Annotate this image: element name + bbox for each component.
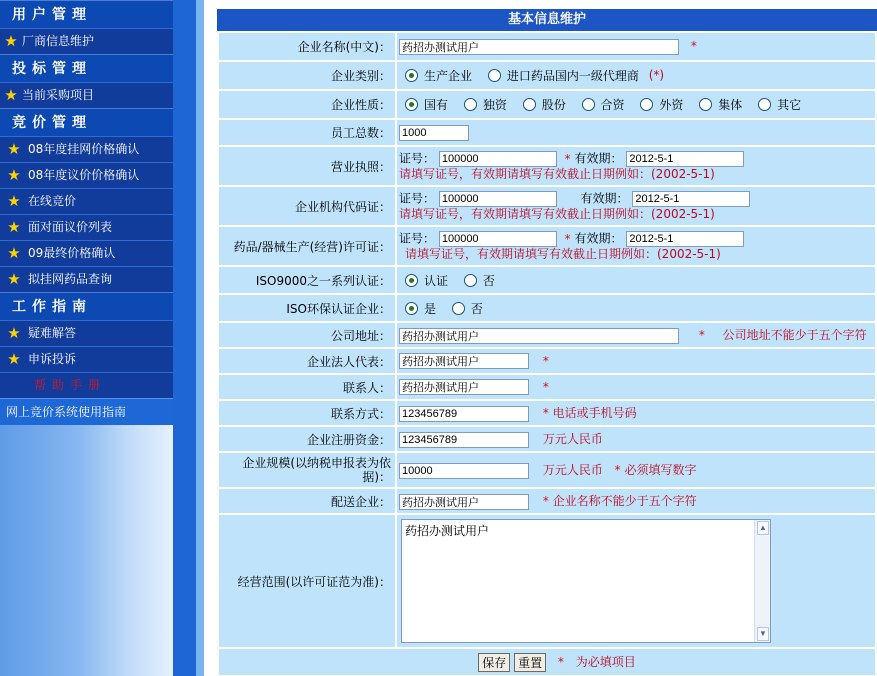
- address-hint: 公司地址不能少于五个字符: [722, 328, 867, 343]
- production-license-label: 药品/器械生产(经营)许可证：: [219, 227, 395, 265]
- star-icon: ★: [7, 324, 21, 342]
- star-icon: ★: [7, 270, 21, 288]
- legal-rep-label: 企业法人代表：: [219, 349, 395, 373]
- capital-label: 企业注册资金：: [219, 427, 395, 451]
- iso9000-radio-no[interactable]: [464, 274, 477, 287]
- sidebar-item-09-final-price[interactable]: ★ 09最终价格确认: [0, 240, 173, 266]
- frame-divider-light: [196, 0, 204, 676]
- scale-input[interactable]: [399, 463, 529, 479]
- nature-radio-collective[interactable]: [699, 98, 712, 111]
- iso9000-radio-yes[interactable]: [405, 274, 418, 287]
- section-header-work-guide: 工作指南: [0, 292, 173, 320]
- org-code-hint: 请填写证号，有效期请填写有效截止日期例如：(2002-5-1): [399, 207, 715, 221]
- org-code-number-input[interactable]: [439, 191, 557, 207]
- frame-divider: [173, 0, 196, 676]
- section-header-auction-management: 竞价管理: [0, 108, 173, 136]
- scroll-down-icon[interactable]: ▼: [757, 627, 769, 641]
- help-manual-link[interactable]: 帮助手册: [0, 372, 173, 398]
- sidebar-item-current-procurement[interactable]: ★ 当前采购项目: [0, 82, 173, 108]
- employees-input[interactable]: [399, 125, 469, 141]
- capital-unit: 万元人民币: [542, 432, 603, 447]
- delivery-input[interactable]: [399, 494, 529, 510]
- textarea-scrollbar[interactable]: [754, 520, 770, 642]
- contact-input[interactable]: [399, 379, 529, 395]
- production-license-expiry-input[interactable]: [626, 231, 744, 247]
- section-header-user-management: 用户管理: [0, 0, 173, 28]
- address-input[interactable]: [399, 328, 679, 344]
- star-icon: ★: [7, 350, 21, 368]
- nature-radio-other[interactable]: [758, 98, 771, 111]
- company-name-label: 企业名称(中文)：: [219, 33, 395, 60]
- company-type-radio-manufacturer[interactable]: [405, 69, 418, 82]
- star-icon: ★: [7, 218, 21, 236]
- scale-unit: 万元人民币: [542, 463, 603, 478]
- address-label: 公司地址：: [219, 323, 395, 347]
- delivery-hint: 企业名称不能少于五个字符: [552, 494, 697, 509]
- org-code-expiry-input[interactable]: [632, 191, 750, 207]
- star-icon: ★: [4, 32, 18, 50]
- business-license-label: 营业执照：: [219, 147, 395, 185]
- frame-gap: [204, 0, 217, 676]
- required-footnote: 为必填项目: [575, 654, 636, 669]
- iso9000-label: ISO9000之一系列认证：: [219, 267, 395, 293]
- iso-env-radio-yes[interactable]: [405, 302, 418, 315]
- sidebar-item-complaints[interactable]: ★ 申诉投诉: [0, 346, 173, 372]
- legal-rep-input[interactable]: [399, 353, 529, 369]
- phone-hint: 电话或手机号码: [552, 406, 637, 421]
- sidebar: [0, 0, 173, 676]
- section-header-bid-management: 投标管理: [0, 54, 173, 82]
- star-icon: ★: [7, 244, 21, 262]
- iso-env-radio-no[interactable]: [452, 302, 465, 315]
- scale-hint: 必须填写数字: [624, 463, 697, 478]
- iso-env-label: ISO环保认证企业：: [219, 295, 395, 321]
- page-title: 基本信息维护: [217, 9, 877, 31]
- sidebar-item-08-negotiated-price[interactable]: ★ 08年度议价价格确认: [0, 162, 173, 188]
- employees-label: 员工总数：: [219, 120, 395, 145]
- sidebar-item-vendor-info[interactable]: ★ 厂商信息维护: [0, 28, 173, 54]
- scroll-up-icon[interactable]: ▲: [757, 521, 769, 535]
- sidebar-item-faq[interactable]: ★ 疑难解答: [0, 320, 173, 346]
- basic-info-form: 企业名称(中文)： 药招办测试用户 * 企业类别： 生产企业 进口药品国内一级代理商 (*) 企业性质： 国有 独资 股份 合资 外资 集体 其它 员工总数： 1000 营业执照： 证号： 100000 * 有效期： 2012-5-1 请填写证号，有效期请填写有效截止日期例如：(2002-5-1) 企业机构代码证： 证号： 100000 有效期： 2012-5-1 请填写证号，有效期请填写有效截止日期例如：(2002-5-1) 药品/器械生产(经营)许可证： 证号： 100000 * 有效期： 2012-5-1 请填写证号，有效期请填写有效截止日期例如：(2002-5-1) ISO9000之一系列认证： 认证 否 ISO环保认证企业： 是 否 公司地址： 药招办测试用户 * 公司地址不能少于五个字符 企业法人代表： 药招办测试用户 * 联系人： 药招办测试用户 * 联系方式： 123456789 * 电话或手机号码 企业注册资金： 123456789 万元人民币 企业规模(以纳税申报表为依据)： 10000 万元人民币 * 必须填写数字 配送企业： 药招办测试用户 * 企业名称不能少于五个字符 经营范围(以许可证范为准)： 药招办测试用户 ▲ ▼ 保存 重置 * 为必填项目: [217, 31, 877, 676]
- reset-button[interactable]: 重置: [514, 653, 546, 672]
- star-icon: ★: [7, 192, 21, 210]
- main-panel: [217, 9, 877, 676]
- scale-label: 企业规模(以纳税申报表为依据)：: [219, 453, 395, 487]
- sidebar-item-08-listing-price[interactable]: ★ 08年度挂网价格确认: [0, 136, 173, 162]
- production-license-number-input[interactable]: [439, 231, 557, 247]
- star-icon: ★: [7, 166, 21, 184]
- capital-input[interactable]: [399, 432, 529, 448]
- sidebar-item-drug-query[interactable]: ★ 拟挂网药品查询: [0, 266, 173, 292]
- phone-label: 联系方式：: [219, 401, 395, 425]
- business-license-number-input[interactable]: [439, 151, 557, 167]
- contact-label: 联系人：: [219, 375, 395, 399]
- company-type-radio-import-agent[interactable]: [488, 69, 501, 82]
- user-guide-link[interactable]: 网上竞价系统使用指南: [0, 398, 173, 425]
- nature-radio-joint[interactable]: [582, 98, 595, 111]
- business-license-hint: 请填写证号，有效期请填写有效截止日期例如：(2002-5-1): [399, 167, 715, 181]
- production-license-hint: 请填写证号，有效期请填写有效截止日期例如：(2002-5-1): [405, 247, 721, 261]
- delivery-label: 配送企业：: [219, 489, 395, 513]
- nature-radio-state[interactable]: [405, 98, 418, 111]
- nature-radio-shareholding[interactable]: [523, 98, 536, 111]
- form-actions: 保存 重置 * 为必填项目: [219, 649, 875, 675]
- company-name-input[interactable]: [399, 39, 679, 55]
- org-code-label: 企业机构代码证：: [219, 187, 395, 225]
- sidebar-item-online-auction[interactable]: ★ 在线竞价: [0, 188, 173, 214]
- nature-radio-foreign[interactable]: [640, 98, 653, 111]
- star-icon: ★: [7, 140, 21, 158]
- business-scope-label: 经营范围(以许可证范为准)：: [219, 515, 395, 647]
- company-nature-label: 企业性质：: [219, 91, 395, 118]
- nature-radio-sole[interactable]: [464, 98, 477, 111]
- star-icon: ★: [4, 86, 18, 104]
- business-license-expiry-input[interactable]: [626, 151, 744, 167]
- business-scope-textarea[interactable]: 药招办测试用户 ▲ ▼: [401, 519, 771, 643]
- phone-input[interactable]: [399, 406, 529, 422]
- required-mark: *: [690, 39, 697, 53]
- company-type-label: 企业类别：: [219, 62, 395, 89]
- required-note: (*): [648, 68, 665, 82]
- save-button[interactable]: 保存: [478, 653, 510, 672]
- sidebar-item-face-to-face-list[interactable]: ★ 面对面议价列表: [0, 214, 173, 240]
